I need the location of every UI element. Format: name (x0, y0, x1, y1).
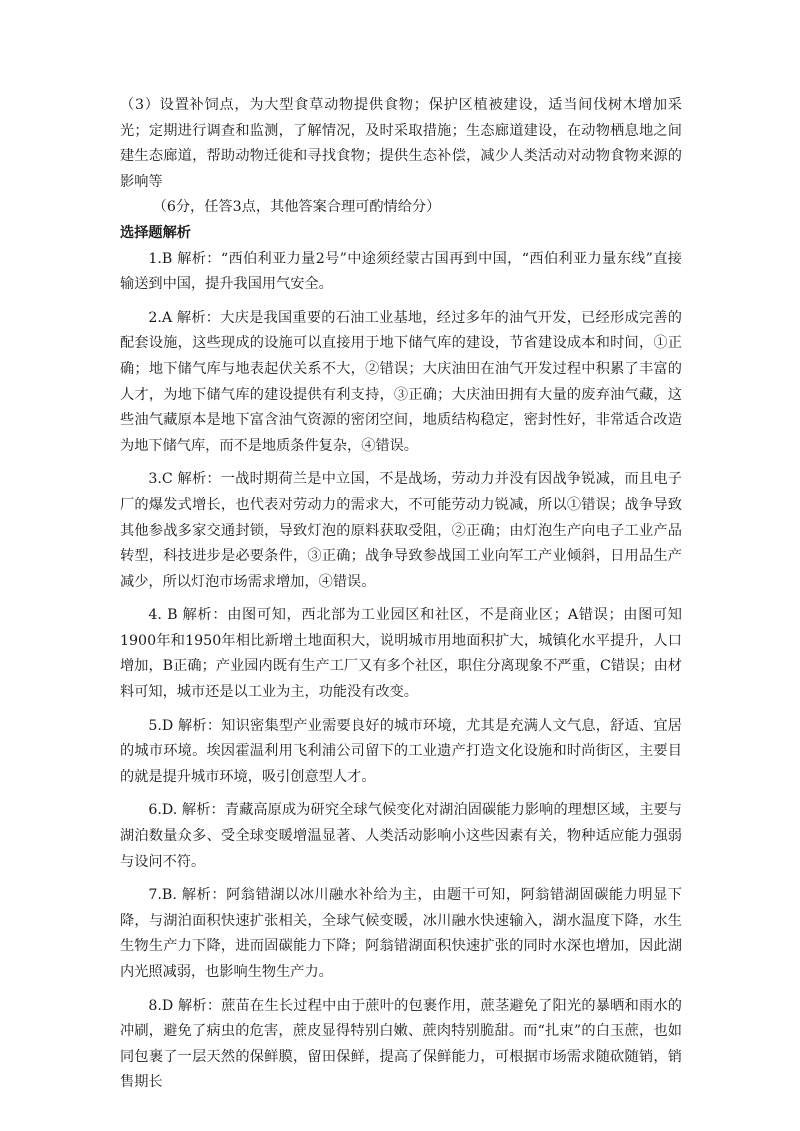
item-5-explanation: 5.D 解析：知识密集型产业需要良好的城市环境，尤其是充满人文气息，舒适、宜居的城市环境。埃因霍温利用飞利浦公司留下的工业遗产打造文化设施和时尚街区，主要目的就是提升城市环境，吸引创意型人才。 (120, 717, 682, 785)
item-1-explanation: 1.B 解析：“西伯利亚力量2号”中途须经蒙古国再到中国，“西伯利亚力量东线”直接输送到中国，提升我国用气安全。 (120, 250, 682, 293)
scoring-note: （6分，任答3点，其他答案合理可酌情给分） (152, 199, 441, 216)
item-3-explanation: 3.C 解析：一战时期荷兰是中立国，不是战场，劳动力并没有因战争锐减，而且电子厂的爆发式增长，也代表对劳动力的需求大，不可能劳动力锐减，所以①错误；战争导致其他参战多家交通封锁，导致灯泡的原料获取受阻，②正确；由灯泡生产向电子工业产品转型，科技进步是必要条件，③正确；战争导致参战国工业向军工产业倾斜，日用品生产减少，所以灯泡市场需求增加，④错误。 (120, 471, 682, 590)
answer-part-3: （3）设置补饲点，为大型食草动物提供食物；保护区植被建设，适当间伐树木增加采光；定期进行调查和监测，了解情况，及时采取措施；生态廊道建设，在动物栖息地之间建生态廊道，帮助动物迁徙和寻找食物；提供生态补偿，减少人类活动对动物食物来源的影响等 (120, 97, 682, 190)
item-8-explanation: 8.D 解析：蔗苗在生长过程中由于蔗叶的包裹作用，蔗茎避免了阳光的暴晒和雨水的冲刷，避免了病虫的危害，蔗皮显得特别白嫩、蔗肉特别脆甜。而“扎束”的白玉蔗，也如同包裹了一层天然的保鲜膜，留田保鲜，提高了保鲜能力，可根据市场需求随砍随销，销售期长 (120, 997, 682, 1091)
item-4-explanation: 4. B 解析：由图可知，西北部为工业园区和社区，不是商业区；A错误；由图可知1900年和1950年相比新增土地面积大，说明城市用地面积扩大，城镇化水平提升，人口增加，B正确；产业园内既有生产工厂又有多个社区，职住分离现象不严重，C错误；由材料可知，城市还是以工业为主，功能没有改变。 (120, 607, 682, 701)
item-7-explanation: 7.B. 解析：阿翁错湖以冰川融水补给为主，由题干可知，阿翁错湖固碳能力明显下降，与湖泊面积快速扩张相关，全球气候变暖，冰川融水快速输入，湖水温度下降，水生生物生产力下降，进而固碳能力下降；阿翁错湖面积快速扩张的同时水深也增加，因此湖内光照减弱，也影响生物生产力。 (120, 887, 682, 980)
section-heading: 选择题解析 (120, 224, 191, 241)
document-page (120, 93, 682, 1096)
item-6-explanation: 6.D. 解析：青藏高原成为研究全球气候变化对湖泊固碳能力影响的理想区域，主要与湖泊数量众多、受全球变暖增温显著、人类活动影响小这些因素有关，物种适应能力强弱与设问不符。 (120, 802, 682, 870)
item-2-explanation: 2.A 解析：大庆是我国重要的石油工业基地，经过多年的油气开发，已经形成完善的配套设施，这些现成的设施可以直接用于地下储气库的建设，节省建设成本和时间，①正确；地下储气库与地表起伏关系不大，②错误；大庆油田在油气开发过程中积累了丰富的人才，为地下储气库的建设提供有利支持，③正确；大庆油田拥有大量的废弃油气藏，这些油气藏原本是地下富含油气资源的密闭空间，地质结构稳定，密封性好，非常适合改造为地下储气库，而不是地质条件复杂，④错误。 (120, 309, 682, 454)
